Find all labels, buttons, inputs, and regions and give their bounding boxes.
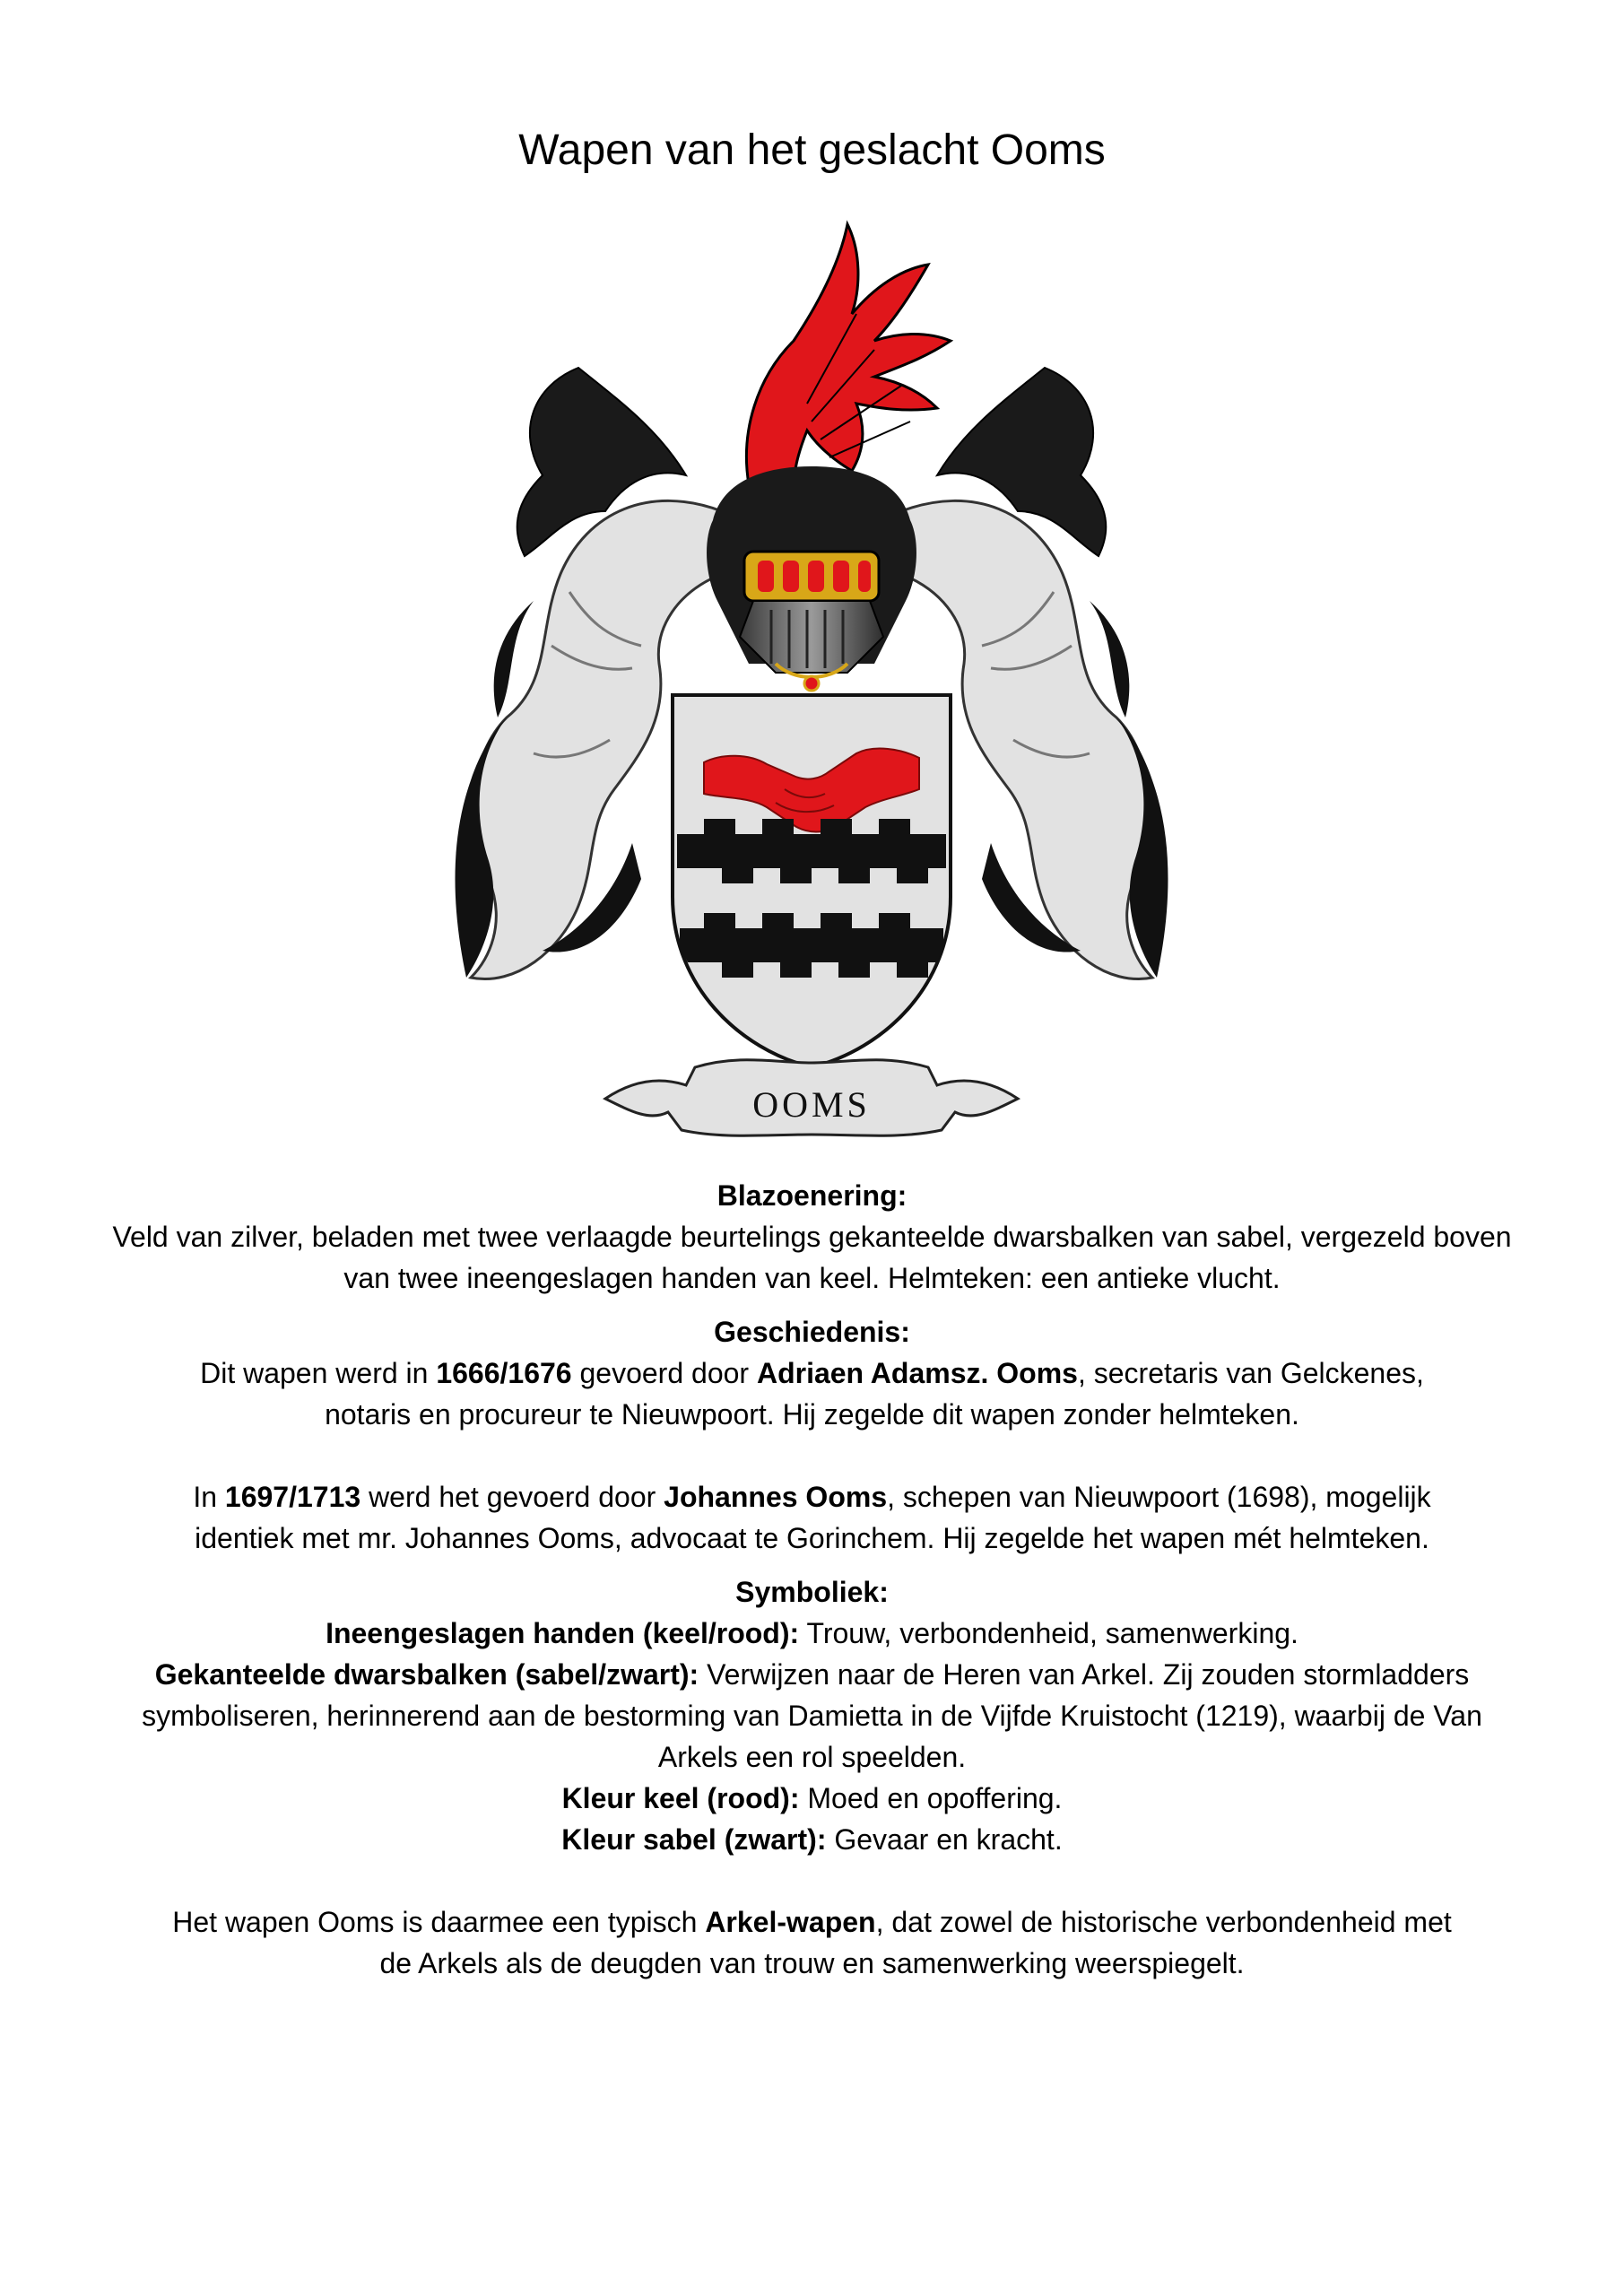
helmet <box>707 466 916 691</box>
conclusie-paragraph: Het wapen Ooms is daarmee een typisch Arkel-wapen, dat zowel de historische verbondenheid met de Arkels als de deugden van trouw en samenwerking weerspiegelt. <box>172 1906 1452 1979</box>
document-body <box>108 1175 1516 1984</box>
crest-wing <box>746 224 951 489</box>
section-heading-symboliek: Symboliek: <box>735 1576 889 1608</box>
symboliek-item: Gekanteelde dwarsbalken (sabel/zwart): Verwijzen naar de Heren van Arkel. Zij zouden stormladders symboliseren, herinnerend aan de bestorming van Damietta in de Vijfde Kruistocht (1219), waarbij de Van Arkels een rol speelden. <box>142 1658 1482 1773</box>
section-heading-blazoen: Blazoenering: <box>716 1179 908 1212</box>
page-title: Wapen van het geslacht Ooms <box>518 126 1106 174</box>
symboliek-item: Ineengeslagen handen (keel/rood): Trouw, verbondenheid, samenwerking. <box>326 1617 1298 1649</box>
blazoen-text: Veld van zilver, beladen met twee verlaagde beurtelings gekanteelde dwarsbalken van sabel, vergezeld boven van twee ineengeslagen handen van keel. Helmteken: een antieke vlucht. <box>112 1221 1512 1294</box>
coat-of-arms-image <box>453 215 1170 1148</box>
symboliek-item: Kleur sabel (zwart): Gevaar en kracht. <box>561 1823 1063 1856</box>
shield <box>673 695 951 1067</box>
geschiedenis-paragraph-1: Dit wapen werd in 1666/1676 gevoerd door Adriaen Adamsz. Ooms, secretaris van Gelckenes, notaris en procureur te Nieuwpoort. Hij zegelde dit wapen zonder helmteken. <box>200 1357 1424 1431</box>
section-heading-geschiedenis: Geschiedenis: <box>714 1316 910 1348</box>
motto-scroll <box>605 1060 1018 1136</box>
symboliek-item: Kleur keel (rood): Moed en opoffering. <box>561 1782 1063 1814</box>
geschiedenis-paragraph-2: In 1697/1713 werd het gevoerd door Johannes Ooms, schepen van Nieuwpoort (1698), mogelijk identiek met mr. Johannes Ooms, advocaat te Gorinchem. Hij zegelde het wapen mét helmteken. <box>193 1481 1431 1554</box>
motto-text: OOMS <box>752 1084 871 1125</box>
